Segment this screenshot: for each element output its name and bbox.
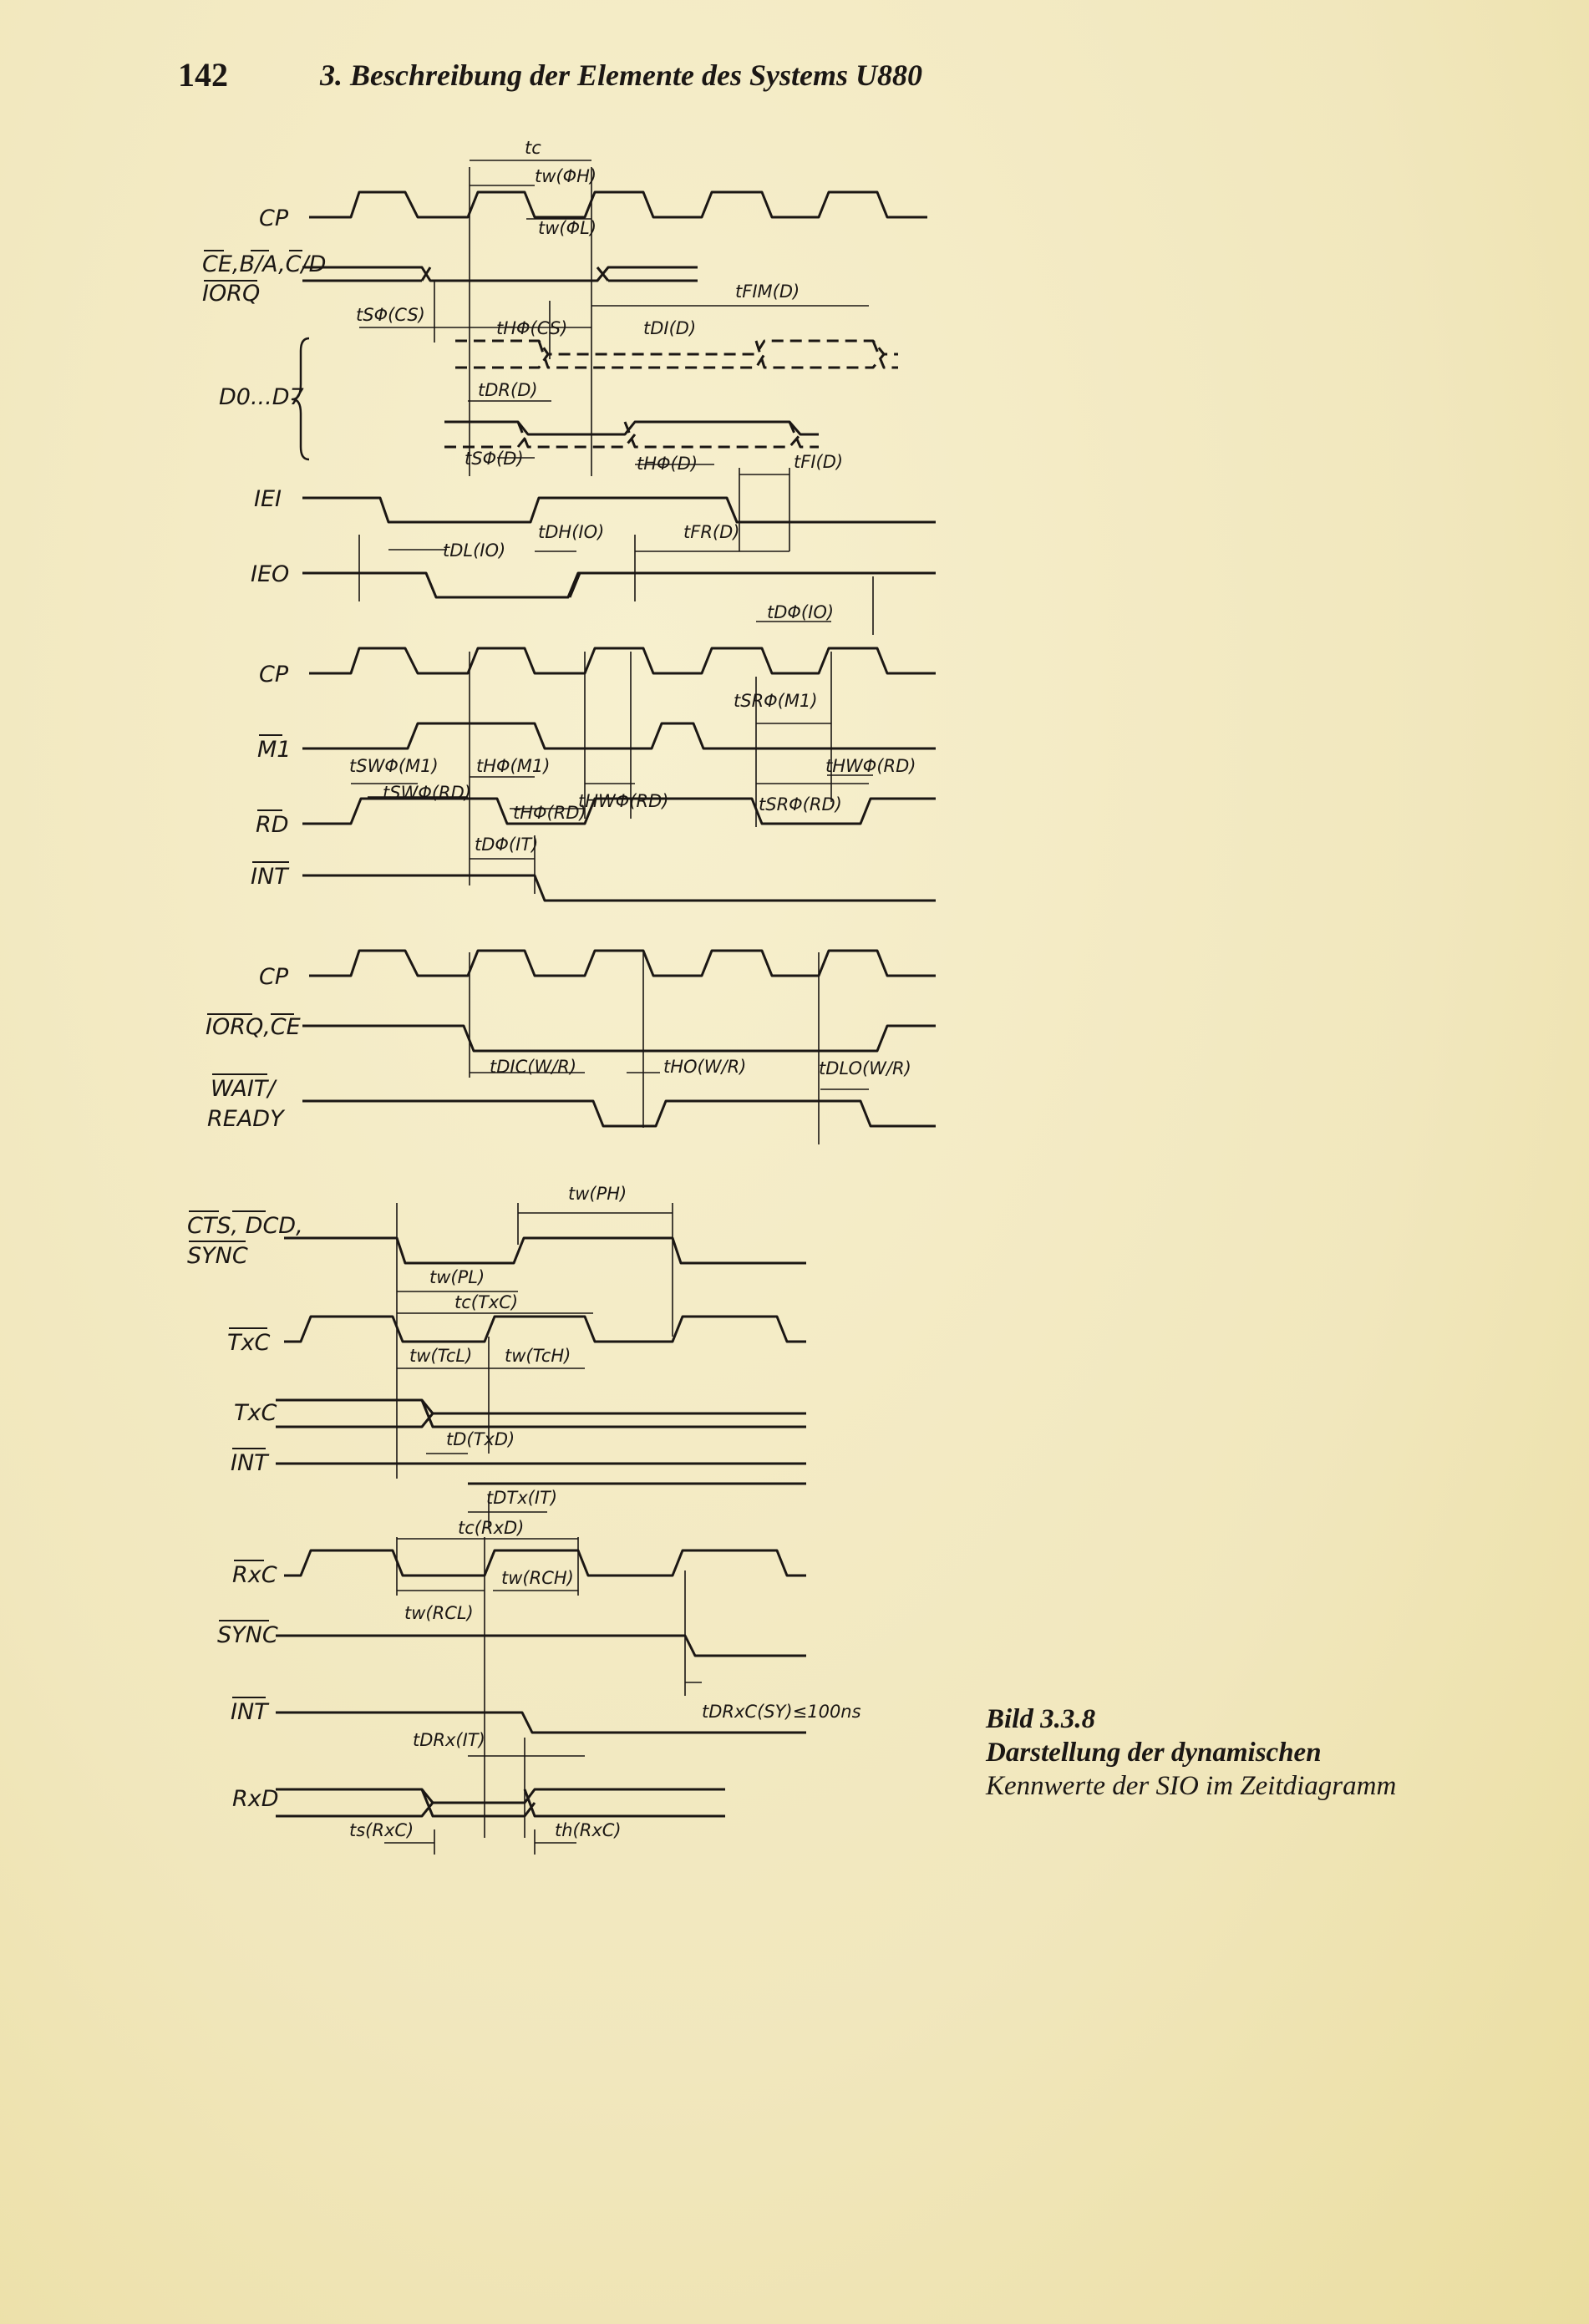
label-tw-tch: tw(TcH) bbox=[505, 1346, 571, 1366]
label-tdrx-it: tDRx(IT) bbox=[413, 1730, 485, 1750]
signal-txc-2: TxC bbox=[234, 1400, 277, 1426]
wait-ready-waveform bbox=[302, 1101, 936, 1126]
signal-sync-2: SYNC bbox=[217, 1622, 278, 1648]
label-tsw-phi-rd: tSWΦ(RD) bbox=[383, 783, 472, 803]
label-tdh-io: tDH(IO) bbox=[538, 522, 605, 542]
ieo-waveform bbox=[302, 573, 936, 597]
label-thw-phi-rd-1: tHWΦ(RD) bbox=[578, 791, 669, 811]
label-thw-phi-rd-2: tHWΦ(RD) bbox=[825, 756, 916, 776]
iorq-ce-waveform bbox=[302, 1026, 936, 1051]
label-tsr-phi-m1: tSRΦ(M1) bbox=[734, 691, 818, 711]
label-th-rxc: th(RxC) bbox=[555, 1820, 622, 1840]
figure-caption bbox=[986, 1702, 1396, 1803]
label-th-phi-rd: tHΦ(RD) bbox=[513, 803, 586, 823]
figure-label: Bild 3.3.8 bbox=[986, 1704, 1096, 1734]
signal-cp-1: CP bbox=[259, 206, 289, 231]
label-ts-rxc: ts(RxC) bbox=[349, 1820, 414, 1840]
label-tw-phi-l: tw(ΦL) bbox=[538, 218, 597, 238]
label-tw-ph: tw(PH) bbox=[568, 1184, 627, 1204]
label-th-phi-cs: tHΦ(CS) bbox=[496, 318, 568, 338]
cp-waveform-1 bbox=[309, 192, 927, 217]
rxd-waveform bbox=[276, 1789, 725, 1816]
label-tho-wr: tHO(W/R) bbox=[663, 1057, 747, 1077]
txd-waveform bbox=[276, 1400, 806, 1427]
label-tw-rcl: tw(RCL) bbox=[404, 1603, 474, 1623]
signal-rd: RD bbox=[256, 812, 289, 838]
label-tfim-d: tFIM(D) bbox=[735, 282, 800, 302]
signal-ready: READY bbox=[207, 1106, 284, 1132]
label-tfi-d: tFI(D) bbox=[794, 452, 844, 472]
page-number: 142 bbox=[178, 56, 228, 94]
signal-txc-1: TxC bbox=[227, 1330, 271, 1356]
signal-wait: WAIT/ bbox=[211, 1076, 276, 1102]
label-th-phi-m1: tHΦ(M1) bbox=[476, 756, 551, 776]
m1-waveform bbox=[302, 723, 936, 748]
signal-sync-1: SYNC bbox=[187, 1243, 248, 1269]
label-tsw-phi-m1: tSWΦ(M1) bbox=[349, 756, 439, 776]
label-tdtx-it: tDTx(IT) bbox=[486, 1488, 558, 1508]
label-tc-rxd: tc(RxD) bbox=[458, 1518, 525, 1538]
signal-cp-2: CP bbox=[259, 662, 289, 688]
label-tdrxc-sy: tDRxC(SY)≤100ns bbox=[702, 1702, 861, 1722]
signal-iei: IEI bbox=[254, 486, 282, 512]
label-tdic-wr: tDIC(W/R) bbox=[490, 1057, 577, 1077]
d-bus-read bbox=[455, 341, 898, 354]
label-td-txd: tD(TxD) bbox=[446, 1429, 515, 1449]
cp-waveform-3 bbox=[309, 951, 936, 976]
cts-dcd-sync-waveform bbox=[284, 1238, 806, 1263]
label-tw-tcl: tw(TcL) bbox=[409, 1346, 473, 1366]
signal-iorq: IORQ bbox=[202, 281, 261, 307]
timing-labels bbox=[349, 138, 916, 1840]
signal-cts-dcd: CTS, DCD, bbox=[187, 1213, 303, 1239]
signal-int-1: INT bbox=[251, 864, 288, 890]
sync-waveform-2 bbox=[276, 1636, 806, 1656]
signal-m1: M1 bbox=[257, 737, 292, 763]
label-th-phi-d: tHΦ(D) bbox=[637, 454, 698, 474]
signal-labels bbox=[187, 206, 326, 1812]
caption-line-1: Darstellung der dynamischen bbox=[986, 1738, 1322, 1768]
caption-line-2: Kennwerte der SIO im Zeitdiagramm bbox=[986, 1771, 1397, 1801]
signal-rxc: RxC bbox=[232, 1562, 277, 1588]
running-title: 3. Beschreibung der Elemente des Systems U880 bbox=[320, 58, 922, 92]
label-tc: tc bbox=[525, 138, 541, 158]
ce-waveform bbox=[302, 267, 698, 281]
signal-int-3: INT bbox=[231, 1699, 268, 1725]
d-bus-write bbox=[444, 422, 819, 434]
txc-clock bbox=[284, 1317, 806, 1342]
label-td-phi-it: tDΦ(IT) bbox=[475, 835, 539, 855]
label-tw-phi-h: tw(ΦH) bbox=[535, 166, 597, 186]
signal-cp-3: CP bbox=[259, 964, 289, 990]
signal-ieo: IEO bbox=[251, 561, 290, 587]
signal-ce-ba-cd: CE,B/A,C/D bbox=[202, 251, 327, 277]
label-ts-phi-d: tSΦ(D) bbox=[465, 449, 524, 469]
signal-int-2: INT bbox=[231, 1450, 268, 1476]
label-tdl-io: tDL(IO) bbox=[443, 540, 506, 561]
signal-rxd: RxD bbox=[232, 1786, 279, 1812]
label-tc-txc: tc(TxC) bbox=[454, 1292, 519, 1312]
label-tsr-phi-rd: tSRΦ(RD) bbox=[759, 794, 842, 814]
label-td-phi-io: tDΦ(IO) bbox=[767, 602, 835, 622]
signal-iorq-ce: IORQ,CE bbox=[206, 1014, 301, 1040]
signal-d0-d7: D0...D7 bbox=[219, 384, 304, 410]
label-ts-phi-cs: tSΦ(CS) bbox=[356, 305, 425, 325]
cp-waveform-2 bbox=[309, 648, 936, 673]
label-tdr-d: tDR(D) bbox=[478, 380, 538, 400]
label-tw-pl: tw(PL) bbox=[429, 1267, 485, 1287]
iei-waveform bbox=[302, 498, 936, 522]
label-tfr-d: tFR(D) bbox=[683, 522, 740, 542]
label-tdlo-wr: tDLO(W/R) bbox=[819, 1058, 911, 1078]
int-waveform-1 bbox=[302, 875, 936, 901]
label-tdi-d: tDI(D) bbox=[643, 318, 697, 338]
label-tw-rch: tw(RCH) bbox=[501, 1568, 574, 1588]
